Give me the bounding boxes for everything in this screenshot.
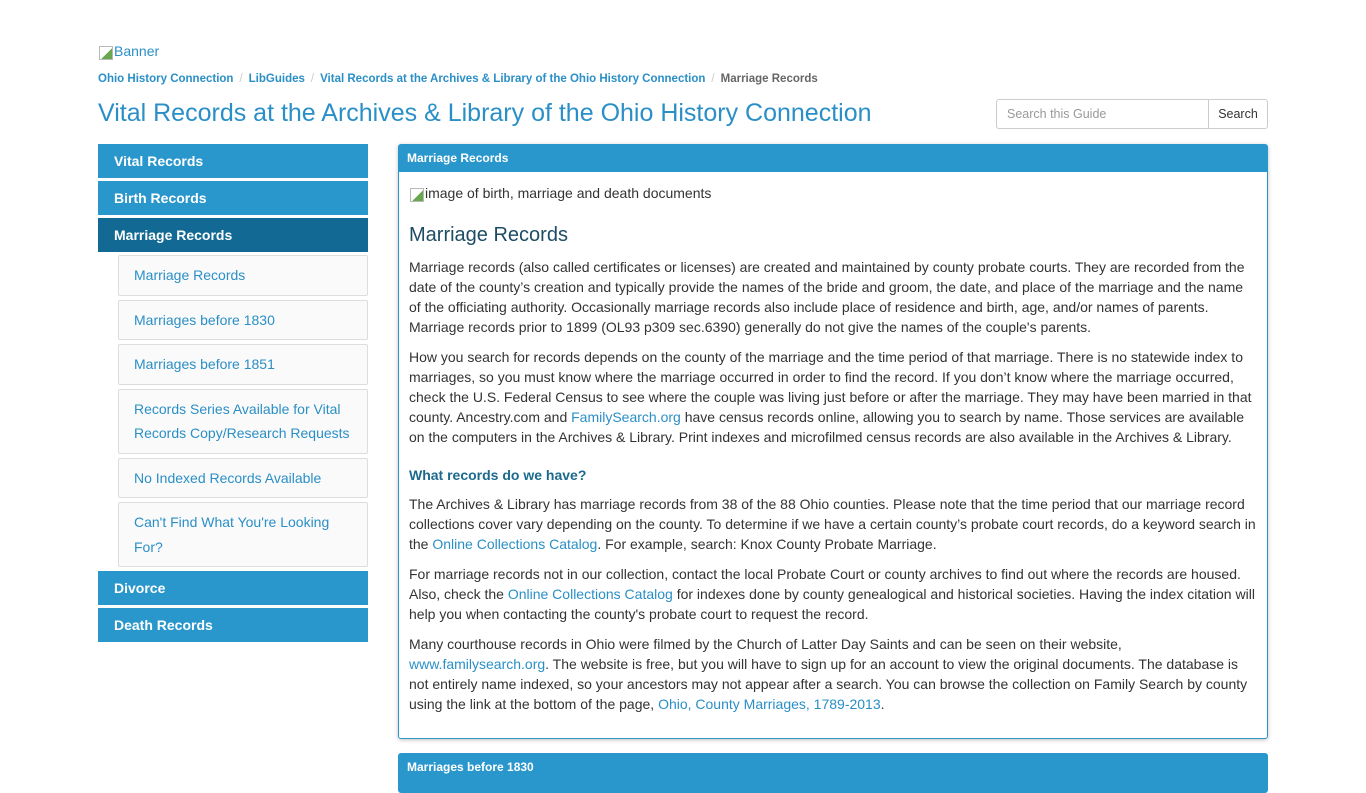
panel-heading: Marriages before 1830 — [399, 754, 1267, 781]
text: Many courthouse records in Ohio were filmed by the Church of Latter Day Saints and can be seen on their website, — [409, 636, 1122, 652]
documents-image — [409, 184, 1257, 204]
paragraph-intro: Marriage records (also called certificates or licenses) are created and maintained by county probate courts. They are recorded from the date of the county’s creation and typically provide the names of the bride and groom, the date, and place of the marriage and the name of the officiating authority. Occasionally marriage records also include place of residence and birth, age, and/or names of parents. Marriage records prior to 1899 (OL93 p309 sec.6390) generally do not give the names of the couple's parents. — [409, 259, 1245, 335]
marriage-records-panel — [398, 144, 1268, 739]
subnav-item-marriage-records[interactable]: Marriage Records — [118, 255, 368, 296]
broken-image-icon — [98, 44, 114, 60]
breadcrumb-separator: / — [310, 73, 315, 85]
familysearch-website-link[interactable]: www.familysearch.org — [409, 656, 546, 672]
broken-image-icon — [409, 186, 425, 202]
subnav-item-no-indexed-records[interactable]: No Indexed Records Available — [118, 458, 368, 499]
image-alt-text: image of birth, marriage and death documents — [425, 185, 712, 201]
paragraph-familysearch — [409, 634, 1257, 714]
breadcrumb-guide[interactable]: Vital Records at the Archives & Library of the Ohio History Connection — [320, 73, 706, 85]
guide-search-form — [996, 99, 1268, 129]
breadcrumb — [98, 71, 818, 87]
subnav-item-marriages-before-1851[interactable]: Marriages before 1851 — [118, 344, 368, 385]
banner-alt-text: Banner — [114, 43, 160, 59]
online-collections-catalog-link[interactable]: Online Collections Catalog — [432, 536, 598, 552]
text: have census records online, allowing you to search by name. Those services are available on the computers in the Archives & Library. Print indexes and microfilmed census records are also available in the Archives & Library. — [409, 409, 1244, 445]
sidebar-item-death-records[interactable]: Death Records — [98, 608, 368, 642]
banner-image[interactable] — [98, 42, 159, 62]
breadcrumb-libguides[interactable]: LibGuides — [248, 73, 305, 85]
page-title: Vital Records at the Archives & Library of the Ohio History Connection — [98, 99, 872, 127]
marriages-before-1830-panel — [398, 753, 1268, 793]
ohio-county-marriages-link[interactable]: Ohio, County Marriages, 1789-2013 — [658, 696, 881, 712]
search-input[interactable] — [996, 99, 1208, 129]
sidebar-subnav — [98, 255, 368, 567]
text: for indexes done by county genealogical and historical societies. Having the index citation will help you when contacting the county's probate court to request the record. — [409, 586, 1255, 622]
text: . — [880, 696, 885, 712]
paragraph-holdings — [409, 494, 1257, 554]
text: . The website is free, but you will have to sign up for an account to view the original documents. The database is not entirely name indexed, so your ancestors may not appear after a search. You can browse the collection on Family Search by county using the link at the bottom of the page, — [409, 656, 1248, 712]
search-button[interactable]: Search — [1208, 99, 1268, 129]
sidebar-item-marriage-records[interactable]: Marriage Records — [98, 218, 368, 252]
text: . For example, search: Knox County Probate Marriage. — [597, 536, 937, 552]
sidebar-item-birth-records[interactable]: Birth Records — [98, 181, 368, 215]
breadcrumb-separator: / — [239, 73, 243, 85]
panel-heading: Marriage Records — [399, 145, 1267, 172]
breadcrumb-current: Marriage Records — [720, 73, 818, 85]
section-subheading: What records do we have? — [409, 467, 587, 483]
text: How you search for records depends on the county of the marriage and the time period of that marriage. There is no statewide index to marriages, so you must know where the marriage occurred in order to find the record. If you don’t know where the marriage occurred, check the U.S. Federal Census to see where the couple was living just before or after the marriage. They may have been married in that county. Ancestry.com and — [409, 349, 1252, 425]
content-title: Marriage Records — [409, 224, 568, 246]
breadcrumb-ohio-history-connection[interactable]: Ohio History Connection — [98, 73, 234, 85]
paragraph-search — [409, 347, 1257, 447]
subnav-item-records-series[interactable]: Records Series Available for Vital Records Copy/Research Requests — [118, 389, 368, 454]
panel-body — [399, 172, 1267, 738]
sidebar-item-divorce[interactable]: Divorce — [98, 571, 368, 605]
online-collections-catalog-link[interactable]: Online Collections Catalog — [507, 586, 673, 602]
familysearch-link[interactable]: FamilySearch.org — [571, 409, 681, 425]
sidebar-item-vital-records[interactable]: Vital Records — [98, 144, 368, 178]
subnav-item-marriages-before-1830[interactable]: Marriages before 1830 — [118, 300, 368, 341]
breadcrumb-separator: / — [711, 73, 715, 85]
text: For marriage records not in our collection, contact the local Probate Court or county archives to find out where the records are housed. Also, check the — [409, 566, 1241, 602]
sidebar-nav — [98, 144, 368, 645]
text: The Archives & Library has marriage records from 38 of the 88 Ohio counties. Please note that the time period that our marriage record collections cover vary depending on the county. To determine if we have a certain county’s probate court records, do a keyword search in the — [409, 496, 1256, 552]
subnav-item-cant-find[interactable]: Can't Find What You're Looking For? — [118, 502, 368, 567]
paragraph-not-in-collection — [409, 564, 1257, 624]
